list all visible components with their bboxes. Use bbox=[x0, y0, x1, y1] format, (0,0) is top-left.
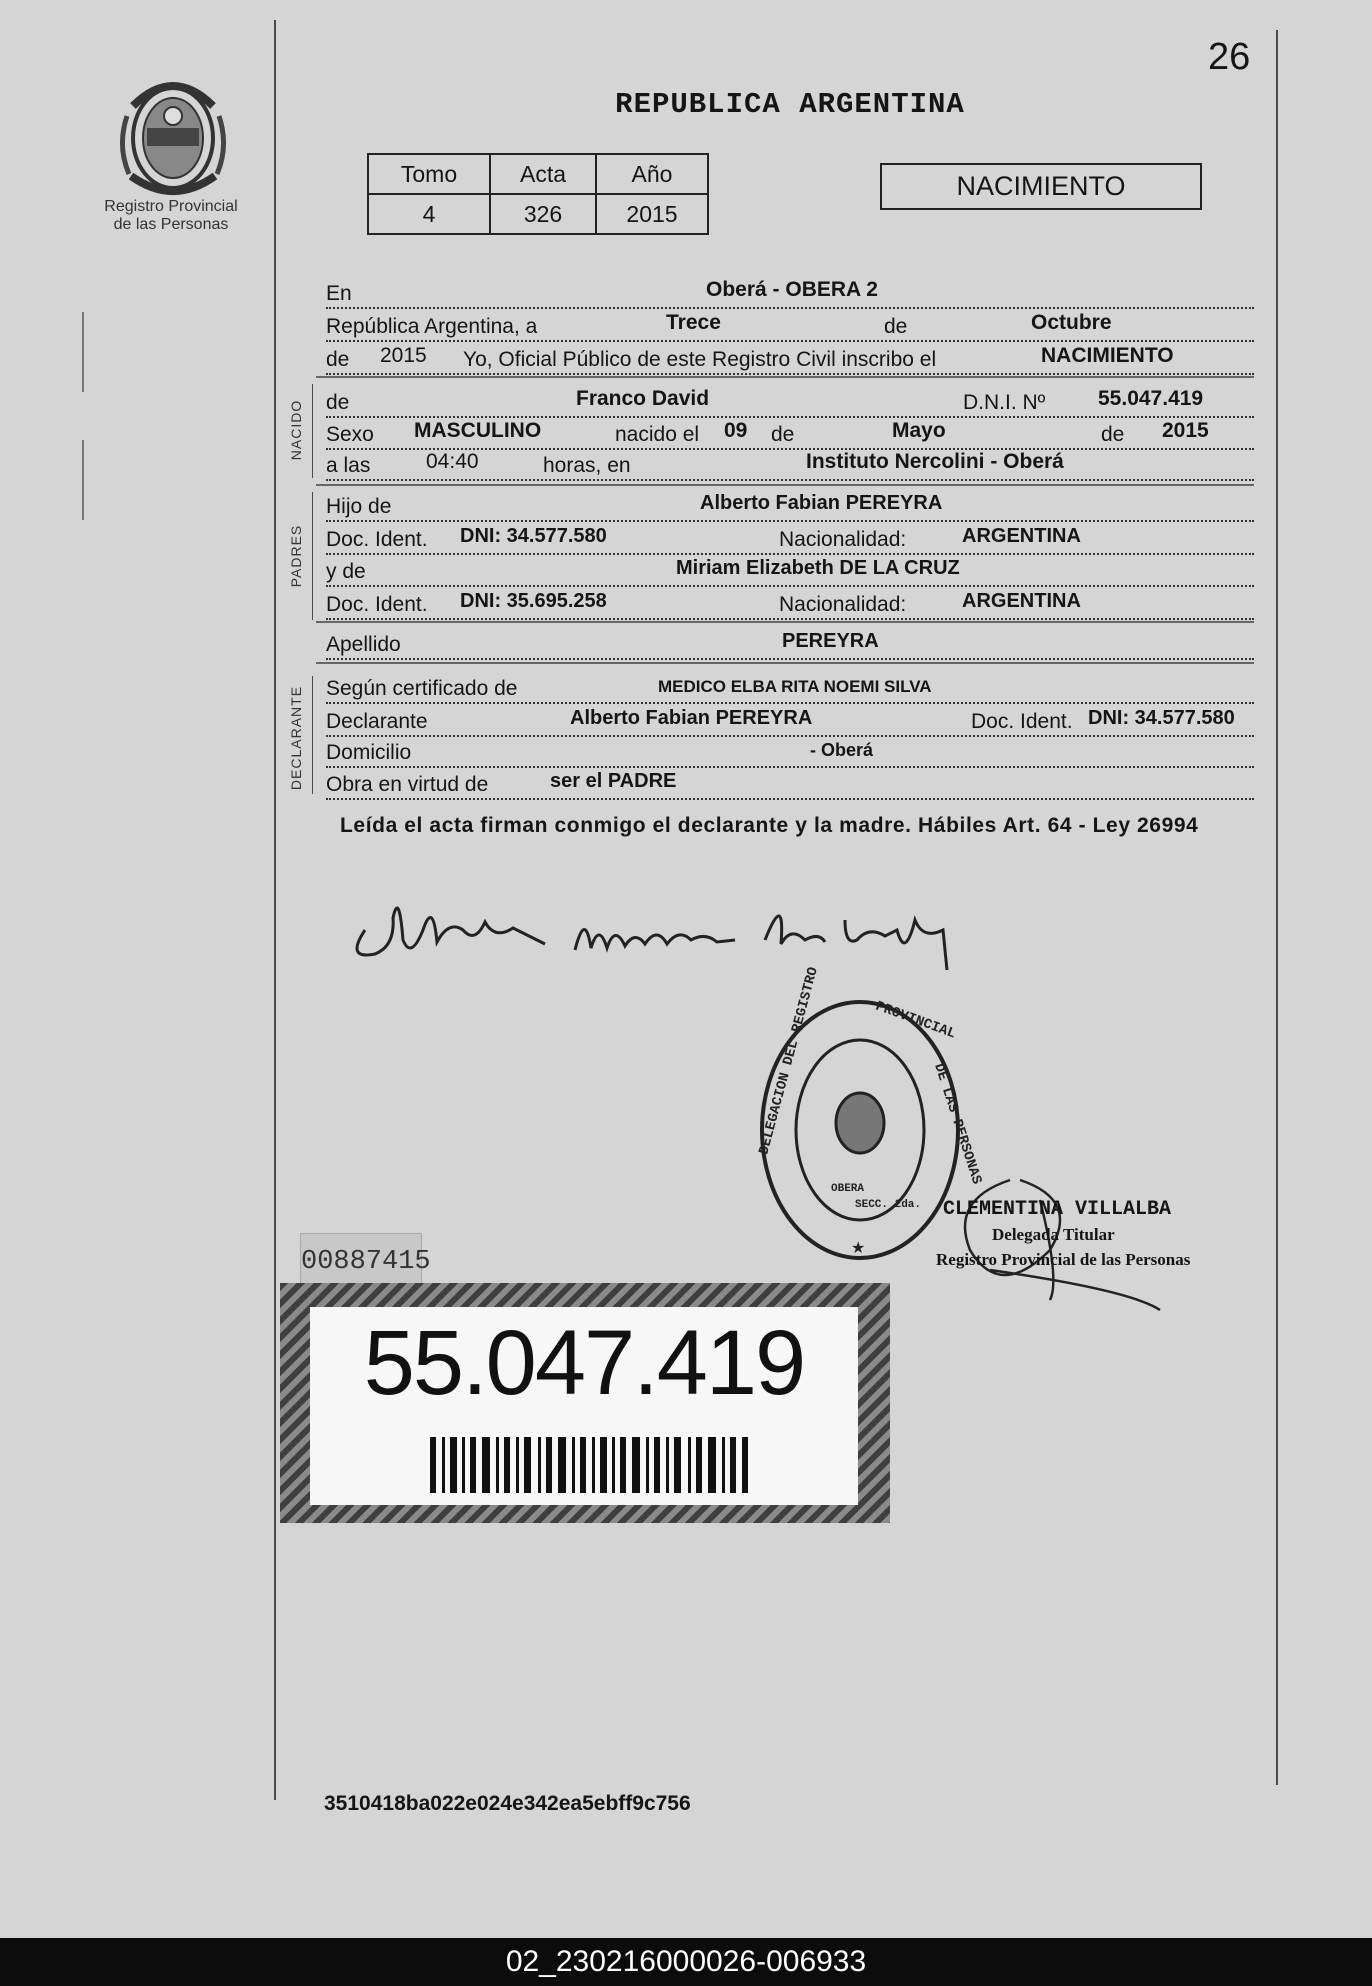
registry-caption-line1: Registro Provincial bbox=[104, 198, 238, 215]
en-label: En bbox=[326, 282, 352, 305]
svg-text:PROVINCIAL: PROVINCIAL bbox=[873, 998, 958, 1043]
dni-sticker-inner bbox=[310, 1307, 858, 1505]
mother-name-value: Miriam Elizabeth DE LA CRUZ bbox=[676, 557, 960, 579]
hijo-de-label: Hijo de bbox=[326, 495, 392, 518]
dni-sticker-number: 55.047.419 bbox=[363, 1312, 805, 1414]
svg-text:★: ★ bbox=[851, 1240, 866, 1257]
year-prefix-label: de bbox=[326, 348, 350, 371]
official-office: Registro Provincial de las Personas bbox=[936, 1250, 1191, 1269]
declarante-value: Alberto Fabian PEREYRA bbox=[570, 707, 813, 729]
right-margin-line bbox=[1276, 30, 1278, 1785]
father-name-value: Alberto Fabian PEREYRA bbox=[700, 492, 943, 514]
separator bbox=[316, 662, 1254, 664]
sexo-value: MASCULINO bbox=[414, 419, 542, 442]
nacido-el-label: nacido el bbox=[612, 423, 702, 447]
svg-text:DELEGACION DEL REGISTRO: DELEGACION DEL REGISTRO bbox=[756, 965, 822, 1157]
intro-row-year bbox=[326, 343, 1254, 375]
left-margin-line bbox=[274, 20, 276, 1800]
place-value: Oberá - OBERA 2 bbox=[706, 278, 878, 301]
serial-number: 00887415 bbox=[300, 1233, 422, 1291]
dni-label: D.N.I. Nº bbox=[960, 391, 1048, 415]
birth-month-value: Mayo bbox=[892, 419, 946, 442]
de-label: de bbox=[326, 391, 350, 414]
oficial-text: Yo, Oficial Público de este Registro Civil inscribo el bbox=[460, 348, 939, 372]
day-value: Trece bbox=[666, 311, 721, 334]
de-label: de bbox=[768, 423, 797, 447]
declarante-row-obra bbox=[326, 768, 1254, 800]
nacionalidad-label: Nacionalidad: bbox=[776, 593, 909, 617]
certificado-value: MEDICO ELBA RITA NOEMI SILVA bbox=[658, 677, 932, 696]
declarante-doc-value: DNI: 34.577.580 bbox=[1088, 707, 1235, 729]
father-doc-value: DNI: 34.577.580 bbox=[460, 525, 607, 547]
mother-signature bbox=[345, 870, 965, 980]
nacido-row-name bbox=[326, 386, 1254, 418]
padres-row-father bbox=[326, 490, 1254, 522]
nacido-bracket bbox=[312, 384, 313, 478]
record-table-header: Acta bbox=[490, 154, 596, 194]
certificado-label: Según certificado de bbox=[326, 677, 518, 700]
domicilio-label: Domicilio bbox=[326, 741, 412, 764]
a-las-label: a las bbox=[326, 454, 371, 477]
domicilio-value: - Oberá bbox=[810, 740, 874, 760]
closing-text: Leída el acta firman conmigo el declarante y la madre. Hábiles Art. 64 - Ley 26994 bbox=[340, 814, 1199, 837]
horas-en-label: horas, en bbox=[540, 454, 634, 478]
padres-row-mother bbox=[326, 555, 1254, 587]
mother-nationality-value: ARGENTINA bbox=[962, 590, 1081, 612]
sexo-label: Sexo bbox=[326, 423, 374, 446]
acta-value: 326 bbox=[490, 194, 596, 234]
nacido-row-time bbox=[326, 449, 1254, 481]
doc-ident-label: Doc. Ident. bbox=[968, 710, 1076, 734]
month-value: Octubre bbox=[1031, 311, 1112, 334]
separator bbox=[316, 376, 1254, 378]
intro-row-place bbox=[326, 277, 1254, 309]
registry-caption-line2: de las Personas bbox=[113, 216, 229, 233]
doc-ident-label: Doc. Ident. bbox=[326, 593, 428, 616]
act-value: NACIMIENTO bbox=[1041, 344, 1174, 367]
anio-value: 2015 bbox=[596, 194, 708, 234]
record-table-header-row bbox=[368, 154, 708, 194]
birth-time-value: 04:40 bbox=[426, 450, 479, 473]
record-table-header: Año bbox=[596, 154, 708, 194]
declarante-label: Declarante bbox=[326, 710, 428, 733]
left-edge-mark bbox=[82, 312, 84, 392]
apellido-value: PEREYRA bbox=[782, 630, 879, 652]
official-role: Delegada Titular bbox=[992, 1225, 1115, 1244]
provincia-misiones-emblem bbox=[112, 66, 234, 202]
padres-row-father-doc bbox=[326, 523, 1254, 555]
record-table bbox=[367, 153, 709, 235]
footer-filename: 02_230216000026-006933 bbox=[0, 1938, 1372, 1986]
apellido-row bbox=[326, 628, 1254, 660]
act-type-box: NACIMIENTO bbox=[880, 163, 1202, 210]
child-dni-value: 55.047.419 bbox=[1098, 387, 1204, 410]
apellido-label: Apellido bbox=[326, 633, 401, 656]
left-edge-mark bbox=[82, 440, 84, 520]
year-value: 2015 bbox=[380, 344, 427, 367]
svg-text:SECC. 2da.: SECC. 2da. bbox=[855, 1199, 922, 1211]
nacionalidad-label: Nacionalidad: bbox=[776, 528, 909, 552]
document-hash: 3510418ba022e024e342ea5ebff9c756 bbox=[324, 1792, 691, 1815]
father-nationality-value: ARGENTINA bbox=[962, 525, 1081, 547]
mother-doc-value: DNI: 35.695.258 bbox=[460, 590, 607, 612]
obra-value: ser el PADRE bbox=[550, 770, 677, 792]
child-name-value: Franco David bbox=[576, 387, 710, 410]
separator bbox=[316, 484, 1254, 486]
tomo-value: 4 bbox=[368, 194, 490, 234]
page-number: 26 bbox=[1208, 36, 1251, 78]
de-label: de bbox=[881, 315, 910, 339]
padres-bracket bbox=[312, 492, 313, 620]
record-table-header: Tomo bbox=[368, 154, 490, 194]
record-table-value-row bbox=[368, 194, 708, 234]
birth-year-value: 2015 bbox=[1162, 419, 1209, 442]
official-name: CLEMENTINA VILLALBA bbox=[943, 1198, 1172, 1221]
declarante-bracket bbox=[312, 676, 313, 794]
nacido-row-sexo bbox=[326, 418, 1254, 450]
padres-row-mother-doc bbox=[326, 588, 1254, 620]
separator bbox=[316, 621, 1254, 623]
obra-label: Obra en virtud de bbox=[326, 773, 489, 796]
de-label: de bbox=[1098, 423, 1127, 447]
dni-sticker bbox=[280, 1283, 890, 1523]
declarante-section-label: DECLARANTE bbox=[288, 685, 304, 791]
republica-label: República Argentina, a bbox=[326, 315, 538, 338]
declarante-row-domicilio bbox=[326, 736, 1254, 768]
doc-ident-label: Doc. Ident. bbox=[326, 528, 428, 551]
country-title: REPUBLICA ARGENTINA bbox=[615, 88, 965, 121]
declarante-row-certificado bbox=[326, 672, 1254, 704]
declarante-row-declarante bbox=[326, 705, 1254, 737]
nacido-section-label: NACIDO bbox=[288, 399, 304, 461]
svg-text:OBERA: OBERA bbox=[831, 1183, 865, 1195]
barcode-icon bbox=[430, 1437, 750, 1493]
intro-row-date bbox=[326, 310, 1254, 342]
birth-place-value: Instituto Nercolini - Oberá bbox=[806, 450, 1064, 473]
svg-text:DE LAS PERSONAS: DE LAS PERSONAS bbox=[930, 1061, 985, 1187]
y-de-label: y de bbox=[326, 560, 366, 583]
padres-section-label: PADRES bbox=[288, 524, 304, 588]
registry-caption bbox=[96, 198, 246, 234]
birth-day-value: 09 bbox=[724, 419, 748, 442]
